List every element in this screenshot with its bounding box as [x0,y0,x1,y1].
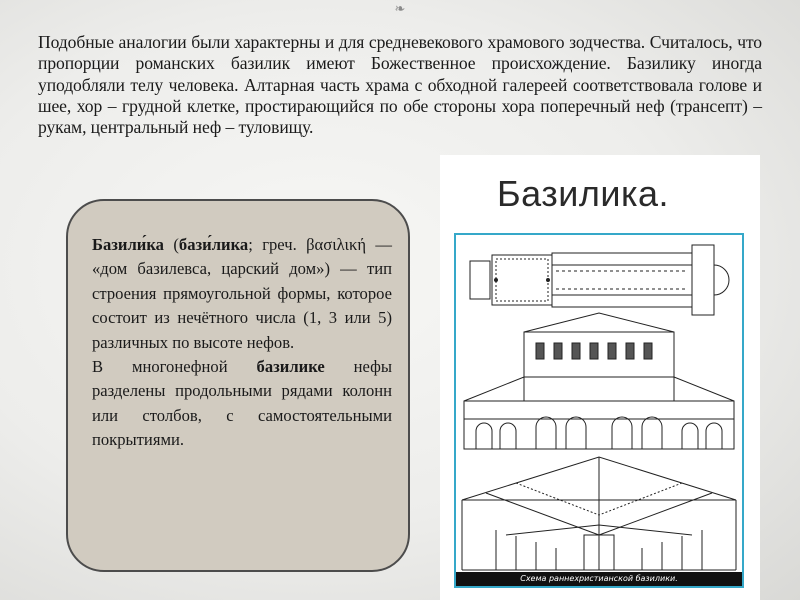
definition-text-2a: В многонефной [92,357,257,377]
definition-term: Базили́ка [92,235,164,254]
figure-caption: Схема раннехристианской базилики. [456,572,742,586]
figure-title: Базилика. [497,173,670,214]
definition-term-alt: бази́лика [178,235,249,254]
definition-text: ; греч. βασιλική — «дом базилевса, царский дом») — тип строения прямоугольной формы, которое состоит из нечётного числа (1, 3 или 5) различных по высоте нефов. [92,235,392,352]
definition-paren: ( [163,235,179,254]
section-view [464,313,734,449]
definition-term-bold: базилике [256,357,325,377]
interior-view [462,457,736,570]
main-paragraph: Подобные аналогии были характерны и для средневекового храмового зодчества. Считалось, что пропорции романских базилик имеют Божественное происхождение. Базилику иногда уподобляли телу человека. Алтарная часть храма с обходной галереей соответствовала голове и шее, хор – грудной клетке, простирающийся по обе стороны хора поперечный неф (трансепт) – рукам, центральный неф – туловищу. [38,32,762,138]
floor-plan [470,245,729,315]
figure-frame [454,233,744,588]
top-ornament-icon: ❧ [394,2,406,17]
basilica-drawing [456,235,742,586]
definition-text-2b: нефы разделены продольными рядами колонн или столбов, с самостоятельными покрытиями. [92,357,392,450]
definition-box [66,199,410,572]
basilica-figure [440,155,760,600]
definition-part-1 [92,233,392,355]
definition-part-2 [92,355,392,453]
